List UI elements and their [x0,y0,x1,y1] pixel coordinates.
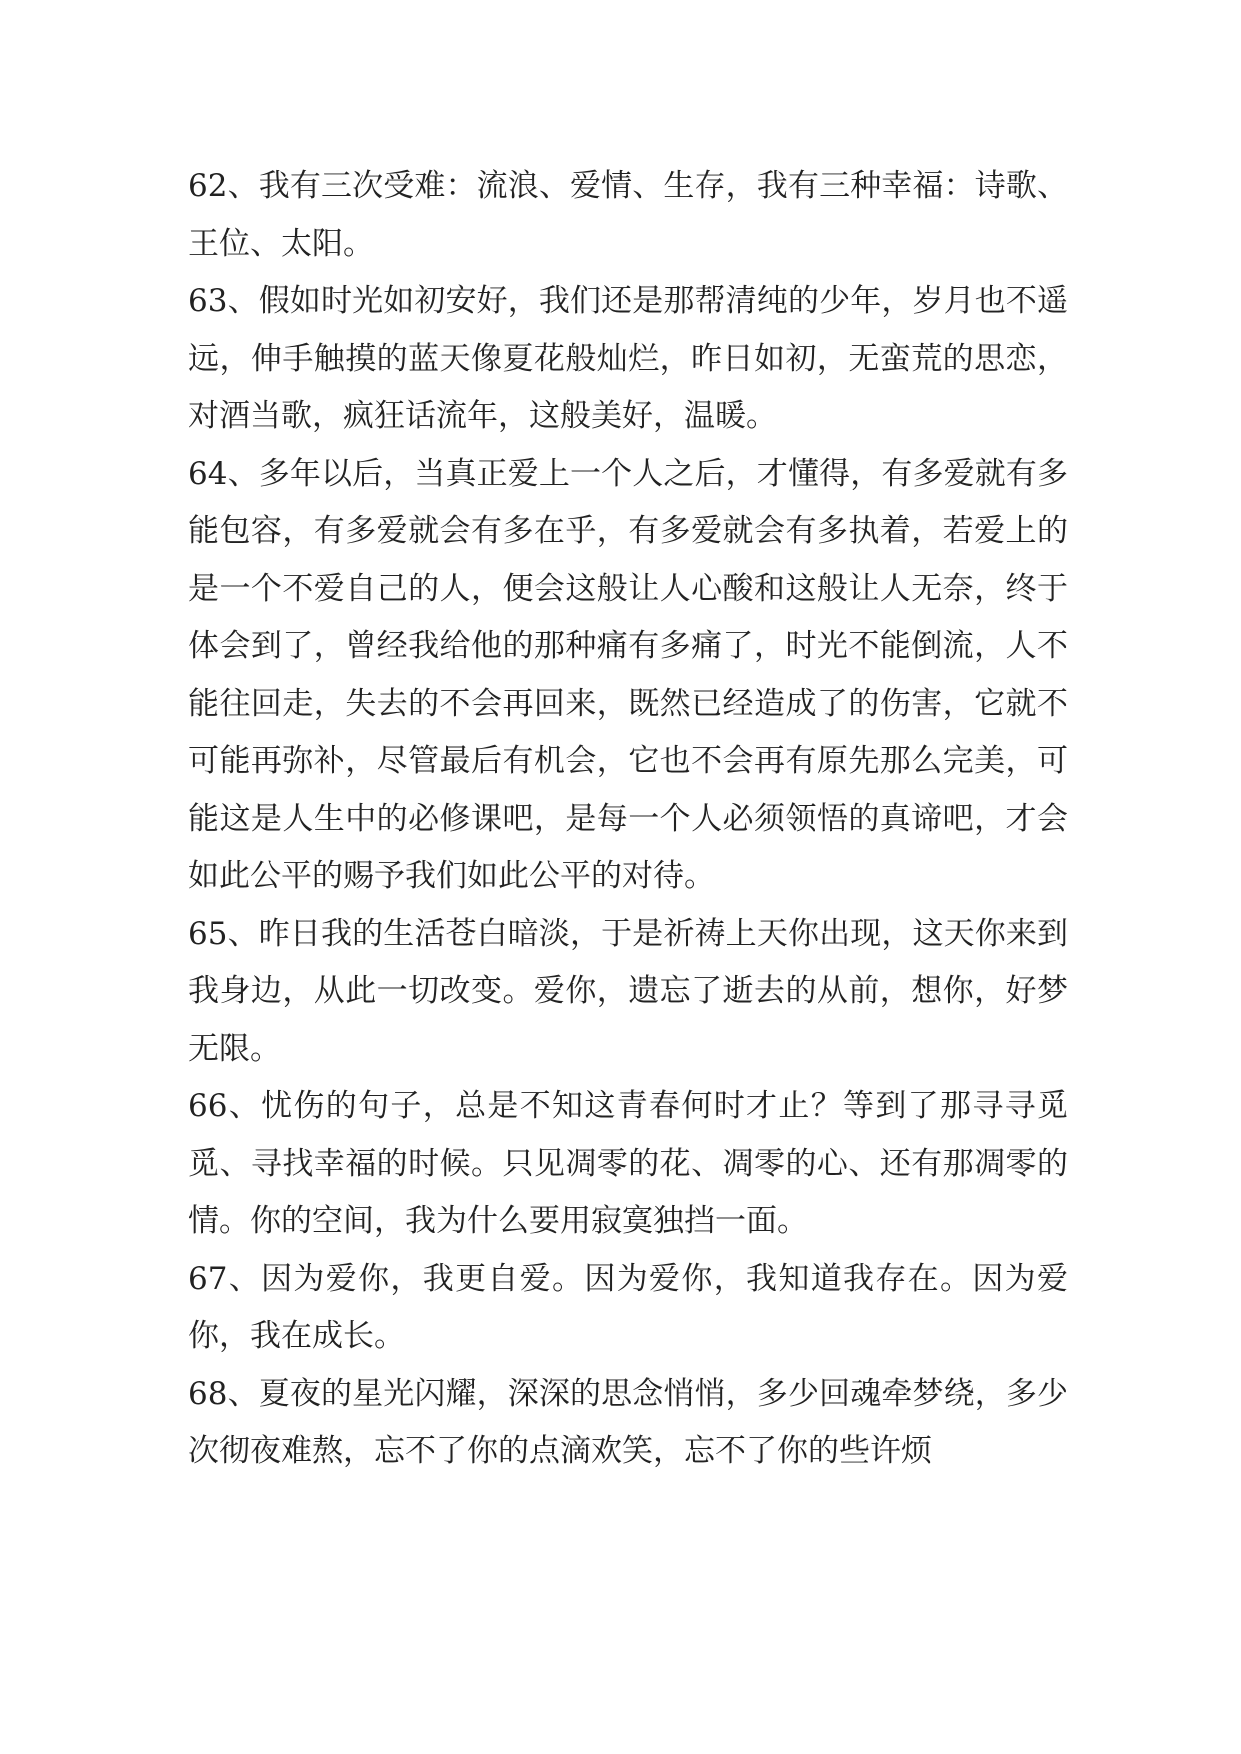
paragraph-63: 63、假如时光如初安好，我们还是那帮清纯的少年，岁月也不遥远，伸手触摸的蓝天像夏花般灿烂，昨日如初，无蛮荒的思恋，对酒当歌，疯狂话流年，这般美好，温暖。 [188,283,1068,434]
paragraph-62: 62、我有三次受难：流浪、爱情、生存，我有三种幸福：诗歌、王位、太阳。 [188,168,1068,262]
paragraph-64: 64、多年以后，当真正爱上一个人之后，才懂得，有多爱就有多能包容，有多爱就会有多在乎，有多爱就会有多执着，若爱上的是一个不爱自己的人，便会这般让人心酸和这般让人无奈，终于体会到了，曾经我给他的那种痛有多痛了，时光不能倒流，人不能往回走，失去的不会再回来，既然已经造成了的伤害，它就不可能再弥补，尽管最后有机会，它也不会再有原先那么完美，可能这是人生中的必修课吧，是每一个人必须领悟的真谛吧，才会如此公平的赐予我们如此公平的对待。 [188,455,1068,894]
paragraph-65: 65、昨日我的生活苍白暗淡，于是祈祷上天你出现，这天你来到我身边，从此一切改变。爱你，遗忘了逝去的从前，想你，好梦无限。 [188,915,1068,1067]
paragraph-66: 66、忧伤的句子，总是不知这青春何时才止？等到了那寻寻觅觅、寻找幸福的时候。只见凋零的花、凋零的心、还有那凋零的情。你的空间，我为什么要用寂寞独挡一面。 [188,1088,1068,1239]
paragraph-68: 68、夏夜的星光闪耀，深深的思念悄悄，多少回魂牵梦绕，多少次彻夜难熬，忘不了你的点滴欢笑，忘不了你的些许烦 [188,1375,1068,1469]
document-body [188,158,1068,1481]
paragraph-67: 67、因为爱你，我更自爱。因为爱你，我知道我存在。因为爱你，我在成长。 [188,1260,1068,1354]
